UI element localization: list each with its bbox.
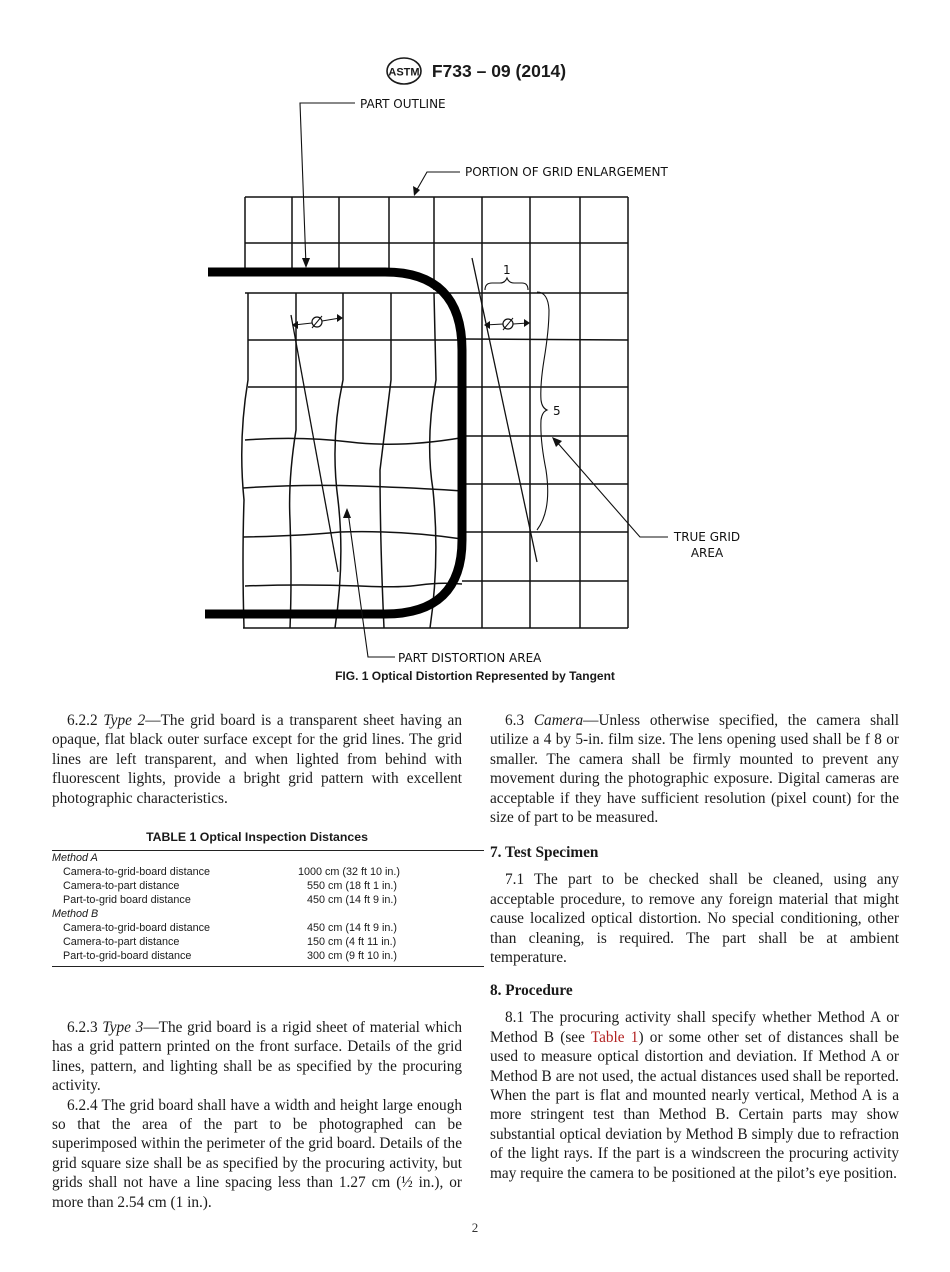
section-7 [490,843,899,967]
paragraph-6-2-2: 6.2.2 Type 2—The grid board is a transparent sheet having an opaque, flat black outer surface except for the grid lines. The grid lines are left transparent, and when lighted from behind with fluorescent lights, provide a bright grid pattern with excellent photographic characteristics. [52,712,462,807]
paragraph-6-2-4: 6.2.4 The grid board shall have a width and height large enough so that the area of the part to be photographed can be superimposed within the perimeter of the grid board. Details of the grid square size shall be as specified by the procuring activity, but grids shall not have a line spacing less than 1.27 cm (½ in.), or more than 2.54 cm (1 in.). [52,1096,462,1211]
section-6-2-2 [52,711,462,808]
paragraph-6-2-3: 6.2.3 Type 3—The grid board is a rigid sheet of material which has a grid pattern printed on the front surface. Details of the grid lines, pattern, and lighting shall be as specified by the procuring activity. [52,1019,462,1095]
table-row: Part-to-grid-board distance 300 cm (9 ft 10 in.) [63,950,398,962]
astm-logo-icon [384,56,424,86]
figure-caption: FIG. 1 Optical Distortion Represented by Tangent [335,669,615,683]
table-row: Camera-to-part distance 550 cm (18 ft 1 in.) [63,880,398,892]
section-7-heading: 7. Test Specimen [490,844,599,861]
label-part-distortion: PART DISTORTION AREA [398,651,542,665]
table-row: Part-to-grid board distance 450 cm (14 ft 9 in.) [63,894,398,906]
figure-1-diagram [0,90,950,690]
page-header [0,56,950,86]
inspection-distances-table [52,851,484,963]
section-6-3 [490,711,899,827]
label-dimension-1: 1 [503,263,511,277]
table-group-row: Method B [52,908,99,920]
document-designation: F733 – 09 (2014) [431,60,567,81]
section-8 [490,981,899,1183]
section-6-2-3 [52,1018,462,1212]
label-grid-enlargement: PORTION OF GRID ENLARGEMENT [465,165,668,179]
paragraph-8-1: 8.1 The procuring activity shall specify whether Method A or Method B (see Table 1) or some other set of distances shall be used to measure optical distortion and deviation. If Method A or Method B are not used, the actual distances used shall be reported. When the part is flat and mounted nearly vertical, Method A is a more stringent test than Method B. Certain parts may show substantial optical deviation by Method B simply due to refraction of the light rays. If the part is a windscreen the procuring activity may require the camera to be positioned at the pilot’s eye position. [490,1009,899,1182]
label-true-grid-1: TRUE GRID [673,530,741,544]
svg-text:ASTM: ASTM [388,66,420,79]
label-true-grid-2: AREA [690,546,724,560]
paragraph-7-1: 7.1 The part to be checked shall be cleaned, using any acceptable procedure, to remove any foreign material that might cause localized optical distortion. No special conditioning, other than cleaning, is required. The part shall be at ambient temperature. [490,871,899,967]
table-row: Camera-to-part distance 150 cm (4 ft 11 in.) [63,936,397,948]
section-8-heading: 8. Procedure [490,982,573,999]
table-1-link[interactable]: Table 1 [590,1028,639,1046]
table-bottom-rule [52,966,484,967]
label-part-outline: PART OUTLINE [360,97,446,111]
table-group-row: Method A [52,852,98,864]
paragraph-6-3: 6.3 Camera—Unless otherwise specified, the camera shall utilize a 4 by 5-in. film size. The lens opening used shall be f 8 or smaller. The camera shall be firmly mounted to prevent any movement during the photographic exposure. Digital cameras are acceptable if they have sufficient resolution (pixel count) for the size of part to be measured. [490,712,899,827]
label-dimension-5: 5 [553,404,561,418]
table-row: Camera-to-grid-board distance 450 cm (14 ft 9 in.) [63,922,398,934]
table-1 [52,830,484,967]
table-title: TABLE 1 Optical Inspection Distances [146,830,368,844]
table-row: Camera-to-grid-board distance 1000 cm (32 ft 10 in.) [63,866,401,878]
page-number: 2 [471,1220,479,1235]
